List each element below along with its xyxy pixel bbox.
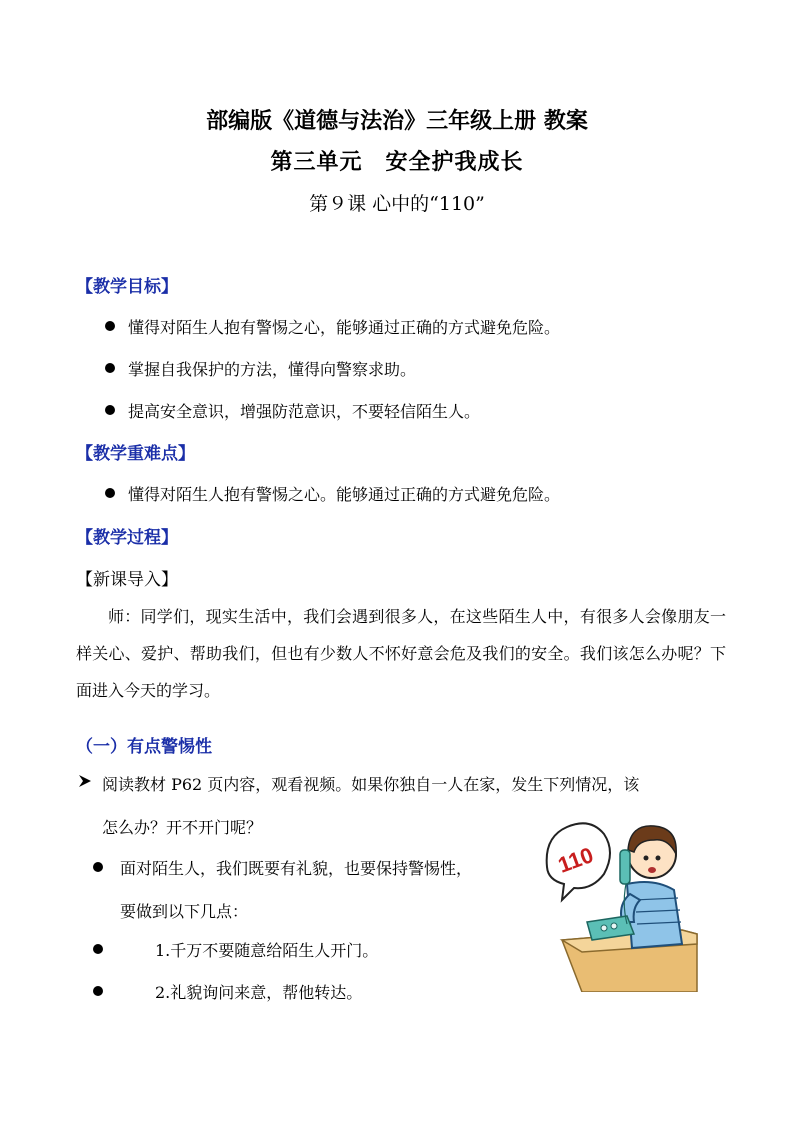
bullet-icon <box>93 944 103 954</box>
bullet-icon <box>105 321 115 331</box>
objective-item: 懂得对陌生人抱有警惕之心，能够通过正确的方式避免危险。 <box>128 318 561 337</box>
arrow-bullet-icon <box>78 774 92 792</box>
point-item: 1.千万不要随意给陌生人开门。 <box>155 941 379 960</box>
section1-heading: （一）有点警惕性 <box>76 737 212 757</box>
bullet-icon <box>105 488 115 498</box>
note-line: 要做到以下几点： <box>120 902 249 921</box>
bullet-icon <box>93 986 103 996</box>
process-heading: 【教学过程】 <box>76 528 178 548</box>
objectives-heading: 【教学目标】 <box>76 277 178 297</box>
bullet-icon <box>105 363 115 373</box>
point-item: 2.礼貌询问来意，帮他转达。 <box>155 983 363 1002</box>
bullet-icon <box>93 862 103 872</box>
objective-item: 提高安全意识，增强防范意识，不要轻信陌生人。 <box>128 402 481 421</box>
note-line: 面对陌生人，我们既要有礼貌，也要保持警惕性， <box>120 859 473 878</box>
task-line: 阅读教材 P62 页内容，观看视频。如果你独自一人在家，发生下列情况，该 <box>102 775 640 794</box>
objective-item: 掌握自我保护的方法，懂得向警察求助。 <box>128 360 417 379</box>
intro-heading: 【新课导入】 <box>76 570 178 590</box>
key-point-item: 懂得对陌生人抱有警惕之心。能够通过正确的方式避免危险。 <box>128 485 561 504</box>
boy-on-phone-illustration <box>542 812 702 992</box>
intro-paragraph: 师：同学们，现实生活中，我们会遇到很多人，在这些陌生人中，有很多人会像朋友一样关心、爱护、帮助我们，但也有少数人不怀好意会危及我们的安全。我们该怎么办呢？下面进入今天的学习。 <box>76 607 726 700</box>
lesson-title: 第９课 心中的“110” <box>309 193 485 215</box>
bullet-icon <box>105 405 115 415</box>
unit-title: 第三单元 安全护我成长 <box>270 149 524 175</box>
key-points-heading: 【教学重难点】 <box>76 444 195 464</box>
document-title: 部编版《道德与法治》三年级上册 教案 <box>206 108 588 134</box>
bubble-text: 110 <box>554 842 597 878</box>
task-line: 怎么办？开不开门呢？ <box>102 818 263 837</box>
